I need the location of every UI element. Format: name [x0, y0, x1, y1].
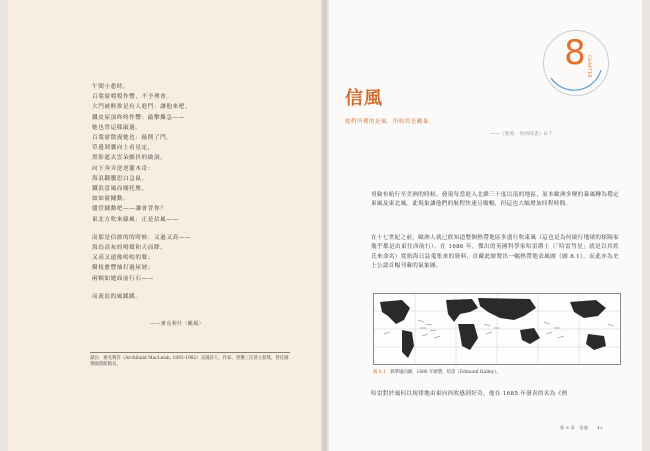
poem-line: 大門被輕推是有人進門：讓他來吧。 — [92, 104, 192, 111]
poem-line: 樹枝愈豐抽打過屋層； — [92, 265, 154, 272]
chapter-label: CHAPTER — [587, 55, 592, 79]
poem-line: 百葉窗散漫她也：敲開了門。 — [92, 135, 173, 142]
running-footer: 第 8 章 信風 43 — [560, 425, 603, 430]
poem-line: 東北方吹來綠風：正是信風—— — [92, 216, 179, 223]
poem-line: 海鳥高灰的鳴聲和天而降， — [92, 245, 167, 252]
figure-caption-text: 熱帶風向圖，1686 年繪製，哈雷（Edmund Halley）。 — [390, 370, 501, 375]
poem-line: 她也曾這樣敲過。 — [92, 124, 142, 131]
poem-line: 如如窗鋪動。 — [92, 196, 130, 203]
translator-footnote: 譯注：麥克利許（Archibald MacLeish, 1892-1982）美國詩人、作家、曾獲三次普立茲獎，曾任國會圖書館館長。 — [90, 352, 290, 369]
poem-line: 黑影遮去雲朵顫抖的破洞， — [92, 155, 167, 162]
poem-line: 海浪翻騰思白急鼠， — [92, 175, 148, 182]
body-paragraph-3: 哈雷對於風何以規律地由東向西吹感到好奇。他在 1685 年發表的名為《熱 — [371, 391, 568, 397]
epigraph-source: ——《聖經．何西阿書》8:7 — [490, 132, 553, 137]
poem-line: 鐵浪當風而嫋托塵， — [92, 186, 148, 193]
epigraph: 她們所種的是風，所收的是颶暴。 — [345, 119, 435, 125]
poem-line: 百葉窗噹噹作響，不予理會。 — [92, 94, 173, 101]
poem-line: 向下奔弄逆逆籠木奇： — [92, 165, 154, 172]
poem-line: 午間小憩時， — [92, 84, 130, 90]
poem-attribution: ——麥克利什〈颶風〉 — [150, 321, 205, 327]
poem-line: 草邊剝囊向上看見定， — [92, 145, 154, 152]
poem-stanza-2 — [92, 233, 292, 284]
figure-label: 圖 8.1 — [373, 370, 386, 375]
book-gutter — [321, 0, 329, 451]
poem-line: 而那是信敢的的時候：又過又高—— — [92, 234, 192, 241]
poem-line: 鐵皮屋頂咚咚作響：敲擊撕急—— — [92, 114, 185, 121]
poem-stanza-3 — [92, 292, 292, 302]
chapter-number: 8 — [564, 33, 586, 73]
poem-stanza-1 — [92, 82, 292, 225]
poem — [92, 82, 292, 302]
body-paragraph-1: 哥倫布航行至美洲的時候，發現每當進入北緯三十度以南的地區，原本歐洲多變的暴風轉為穩定東風及東北風。此現象讓他們的航程快速且順暢，但這也大幅增加回程時間。 — [371, 192, 619, 208]
poem-line: 儘管鋪動吧——讓會背你？ — [92, 206, 167, 213]
figure-caption — [373, 369, 501, 375]
poem-line: 而流浪的風蹊蹊。 — [92, 293, 142, 300]
body-paragraph-2: 在十七世紀之前，歐洲人就已經知道整個熱帶地區多盛行吹東風（這也是為何繞行地球的探險家幾乎都是由東往西航行）。在 1686 年，傑出的英國科學家哈雷爵士（「哈雷彗星」就是以其姓氏來命名）從航海日誌蒐集來的資料，首藏此繪製出一幅熱帶地表風圖（圖 8.1），而此亦為史上公認首幅刊載的氣象圖。 — [371, 235, 619, 270]
poem-line: 兩顆如她面前行石—— — [92, 275, 154, 282]
chapter-title: 信風 — [345, 88, 383, 109]
poem-line: 又高又遠像嗚嗚的聲； — [92, 255, 154, 262]
trade-wind-map-figure — [373, 293, 621, 365]
